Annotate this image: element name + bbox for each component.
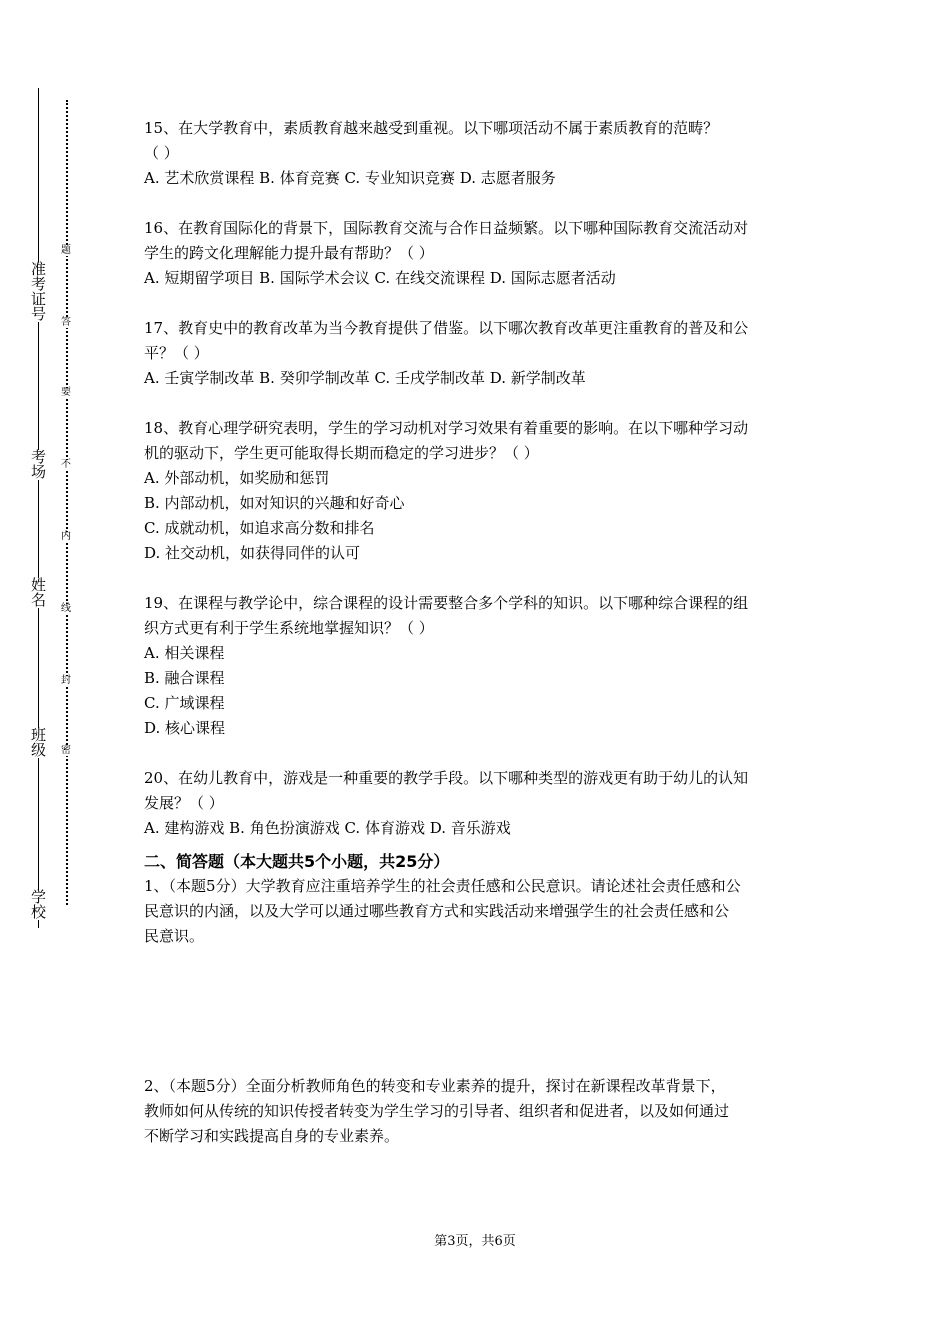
- question-19: [144, 591, 812, 741]
- seal-hint-char: 内: [61, 531, 71, 542]
- short-answer-text: 不断学习和实践提高自身的专业素养。: [144, 1127, 400, 1145]
- question-stem: 机的驱动下，学生更可能取得长期而稳定的学习进步？（ ）: [144, 444, 539, 462]
- question-stem: 发展？（ ）: [144, 794, 224, 812]
- seal-hint-char: 密: [61, 745, 71, 756]
- short-answer-text: 1、（本题5分）大学教育应注重培养学生的社会责任感和公民意识。请论述社会责任感和公: [144, 877, 741, 895]
- seal-hint-char: 要: [61, 387, 71, 398]
- question-stem: 平？（ ）: [144, 344, 209, 362]
- page-footer: 第3页，共6页: [434, 1234, 516, 1249]
- option-a: A. 外部动机，如奖励和惩罚: [144, 469, 330, 487]
- short-answer-text: 2、（本题5分）全面分析教师角色的转变和专业素养的提升，探讨在新课程改革背景下，: [144, 1077, 726, 1095]
- option-b: B. 融合课程: [144, 669, 225, 687]
- seal-hint-char: 封: [61, 675, 71, 686]
- question-stem: （ ）: [144, 144, 179, 162]
- short-answer-text: 民意识的内涵，以及大学可以通过哪些教育方式和实践活动来增强学生的社会责任感和公: [144, 902, 730, 920]
- option-a: A. 相关课程: [144, 644, 225, 662]
- seal-hint-char: 答: [61, 317, 71, 328]
- question-stem: 15、在大学教育中，素质教育越来越受到重视。以下哪项活动不属于素质教育的范畴？: [144, 119, 719, 137]
- seal-hint-char: 不: [61, 459, 71, 470]
- field-class-label: 班 级: [31, 726, 47, 759]
- question-stem: 19、在课程与教学论中，综合课程的设计需要整合多个学科的知识。以下哪种综合课程的组: [144, 594, 749, 612]
- question-17: [144, 316, 812, 391]
- question-20: [144, 766, 812, 841]
- question-options: A. 壬寅学制改革 B. 癸卯学制改革 C. 壬戌学制改革 D. 新学制改革: [144, 369, 586, 387]
- short-answer-1: [144, 874, 812, 949]
- option-d: D. 社交动机，如获得同伴的认可: [144, 544, 361, 562]
- question-15: [144, 116, 812, 191]
- short-answer-2: [144, 1074, 812, 1149]
- option-c: C. 成就动机，如追求高分数和排名: [144, 519, 375, 537]
- question-stem: 20、在幼儿教育中，游戏是一种重要的教学手段。以下哪种类型的游戏更有助于幼儿的认知: [144, 769, 749, 787]
- question-stem: 18、教育心理学研究表明，学生的学习动机对学习效果有着重要的影响。在以下哪种学习动: [144, 419, 749, 437]
- question-options: A. 短期留学项目 B. 国际学术会议 C. 在线交流课程 D. 国际志愿者活动: [144, 269, 616, 287]
- field-exam-number-label: 准 考 证 号: [31, 260, 47, 323]
- question-16: [144, 216, 812, 291]
- option-c: C. 广域课程: [144, 694, 225, 712]
- question-options: A. 艺术欣赏课程 B. 体育竞赛 C. 专业知识竞赛 D. 志愿者服务: [144, 169, 556, 187]
- field-exam-room-label: 考 场: [31, 448, 47, 481]
- option-d: D. 核心课程: [144, 719, 226, 737]
- section-heading: 二、简答题（本大题共5个小题，共25分）: [144, 852, 450, 871]
- field-school-label: 学 校: [31, 888, 47, 921]
- seal-dotted-line: [66, 100, 68, 905]
- question-options: A. 建构游戏 B. 角色扮演游戏 C. 体育游戏 D. 音乐游戏: [144, 819, 511, 837]
- binding-line: [38, 88, 39, 928]
- question-stem: 16、在教育国际化的背景下，国际教育交流与合作日益频繁。以下哪种国际教育交流活动对: [144, 219, 749, 237]
- option-b: B. 内部动机，如对知识的兴趣和好奇心: [144, 494, 405, 512]
- question-stem: 织方式更有利于学生系统地掌握知识？（ ）: [144, 619, 434, 637]
- seal-hint-char: 题: [61, 245, 71, 256]
- field-name-label: 姓 名: [31, 576, 47, 609]
- question-18: [144, 416, 812, 566]
- seal-hint-char: 线: [61, 603, 71, 614]
- question-stem: 17、教育史中的教育改革为当今教育提供了借鉴。以下哪次教育改革更注重教育的普及和公: [144, 319, 749, 337]
- exam-content: [144, 116, 812, 1149]
- question-stem: 学生的跨文化理解能力提升最有帮助？（ ）: [144, 244, 434, 262]
- short-answer-text: 民意识。: [144, 927, 205, 945]
- short-answer-text: 教师如何从传统的知识传授者转变为学生学习的引导者、组织者和促进者，以及如何通过: [144, 1102, 730, 1120]
